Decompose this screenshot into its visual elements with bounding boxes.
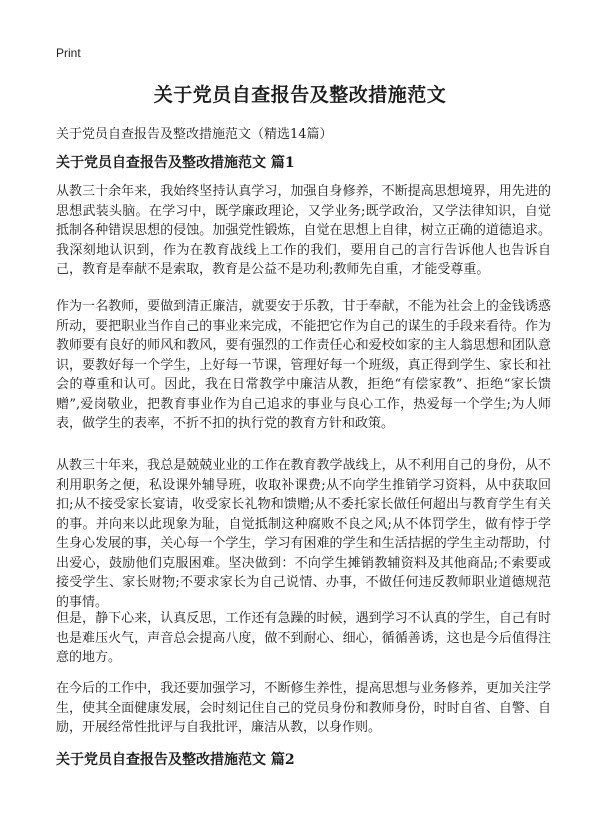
paragraph: 作为一名教师，要做到清正廉洁，就要安于乐教，甘于奉献，不能为社会上的金钱诱惑所动，要把职业当作自己的事业来完成，不能把它作为自己的谋生的手段来看待。作为教师要有良好的师风和教风，要有强烈的工作责任心和爱校如家的主人翁思想和团队意识，要教好每一个学生，上好每一节课，管理好每一个班级，真正得到学生、家长和社会的尊重和认可。因此，我在日常教学中廉洁从教，拒绝“有偿家教”、拒绝“家长馈赠”,爱岗敬业，把教育事业作为自己追求的事业与良心工作，热爱每一个学生;为人师表，做学生的表率，不折不扣的执行党的教育方针和政策。 (56, 299, 551, 431)
paragraph: 从教三十年来，我总是兢兢业业的工作在教育教学战线上，从不利用自己的身份，从不利用职务之便，私设课外辅导班，收取补课费;从不向学生推销学习资料，从中获取回扣;从不接受家长宴请，收受家长礼物和馈赠;从不委托家长做任何超出与教育学生有关的事。并向来以此现象为耻，自觉抵制这种腐败不良之风;从不体罚学生，做有悖于学生身心发展的事，关心每一个学生，学习有困难的学生和生活拮据的学生主动帮助，付出爱心，鼓励他们克服困难。坚决做到：不向学生摊销教辅资料及其他商品;不索要或接受学生、家长财物;不要求家长为自己说情、办事，不做任何违反教师职业道德规范的事情。 (56, 458, 551, 610)
section-heading-1: 关于党员自查报告及整改措施范文 篇1 (56, 155, 295, 171)
paragraph: 但是，静下心来，认真反思，工作还有急躁的时候，遇到学习不认真的学生，自己有时也是难压火气，声音总会提高八度，做不到耐心、细心，循循善诱，这也是今后值得注意的地方。 (56, 611, 551, 665)
document-subtitle: 关于党员自查报告及整改措施范文（精选14篇） (56, 127, 333, 142)
print-link[interactable]: Print (56, 46, 81, 60)
paragraph: 从教三十余年来，我始终坚持认真学习，加强自身修养，不断提高思想境界，用先进的思想武装头脑。在学习中，既学廉政理论，又学业务;既学政治，又学法律知识，自觉抵制各种错误思想的侵蚀。加强党性锻炼，自觉在思想上自律，树立正确的道德追求。我深刻地认识到，作为在教育战线上工作的我们，要用自己的言行告诉他人也告诉自己，教育是奉献不是索取，教育是公益不是功利;教师先自重，才能受尊重。 (56, 184, 551, 277)
paragraph: 在今后的工作中，我还要加强学习，不断修生养性，提高思想与业务修养，更加关注学生，使其全面健康发展，会时刻记住自己的党员身份和教师身份，时时自省、自警、自励，开展经常性批评与自我批评，廉洁从教，以身作则。 (56, 681, 551, 735)
document-title: 关于党员自查报告及整改措施范文 (153, 84, 447, 106)
section-heading-2: 关于党员自查报告及整改措施范文 篇2 (56, 752, 295, 768)
